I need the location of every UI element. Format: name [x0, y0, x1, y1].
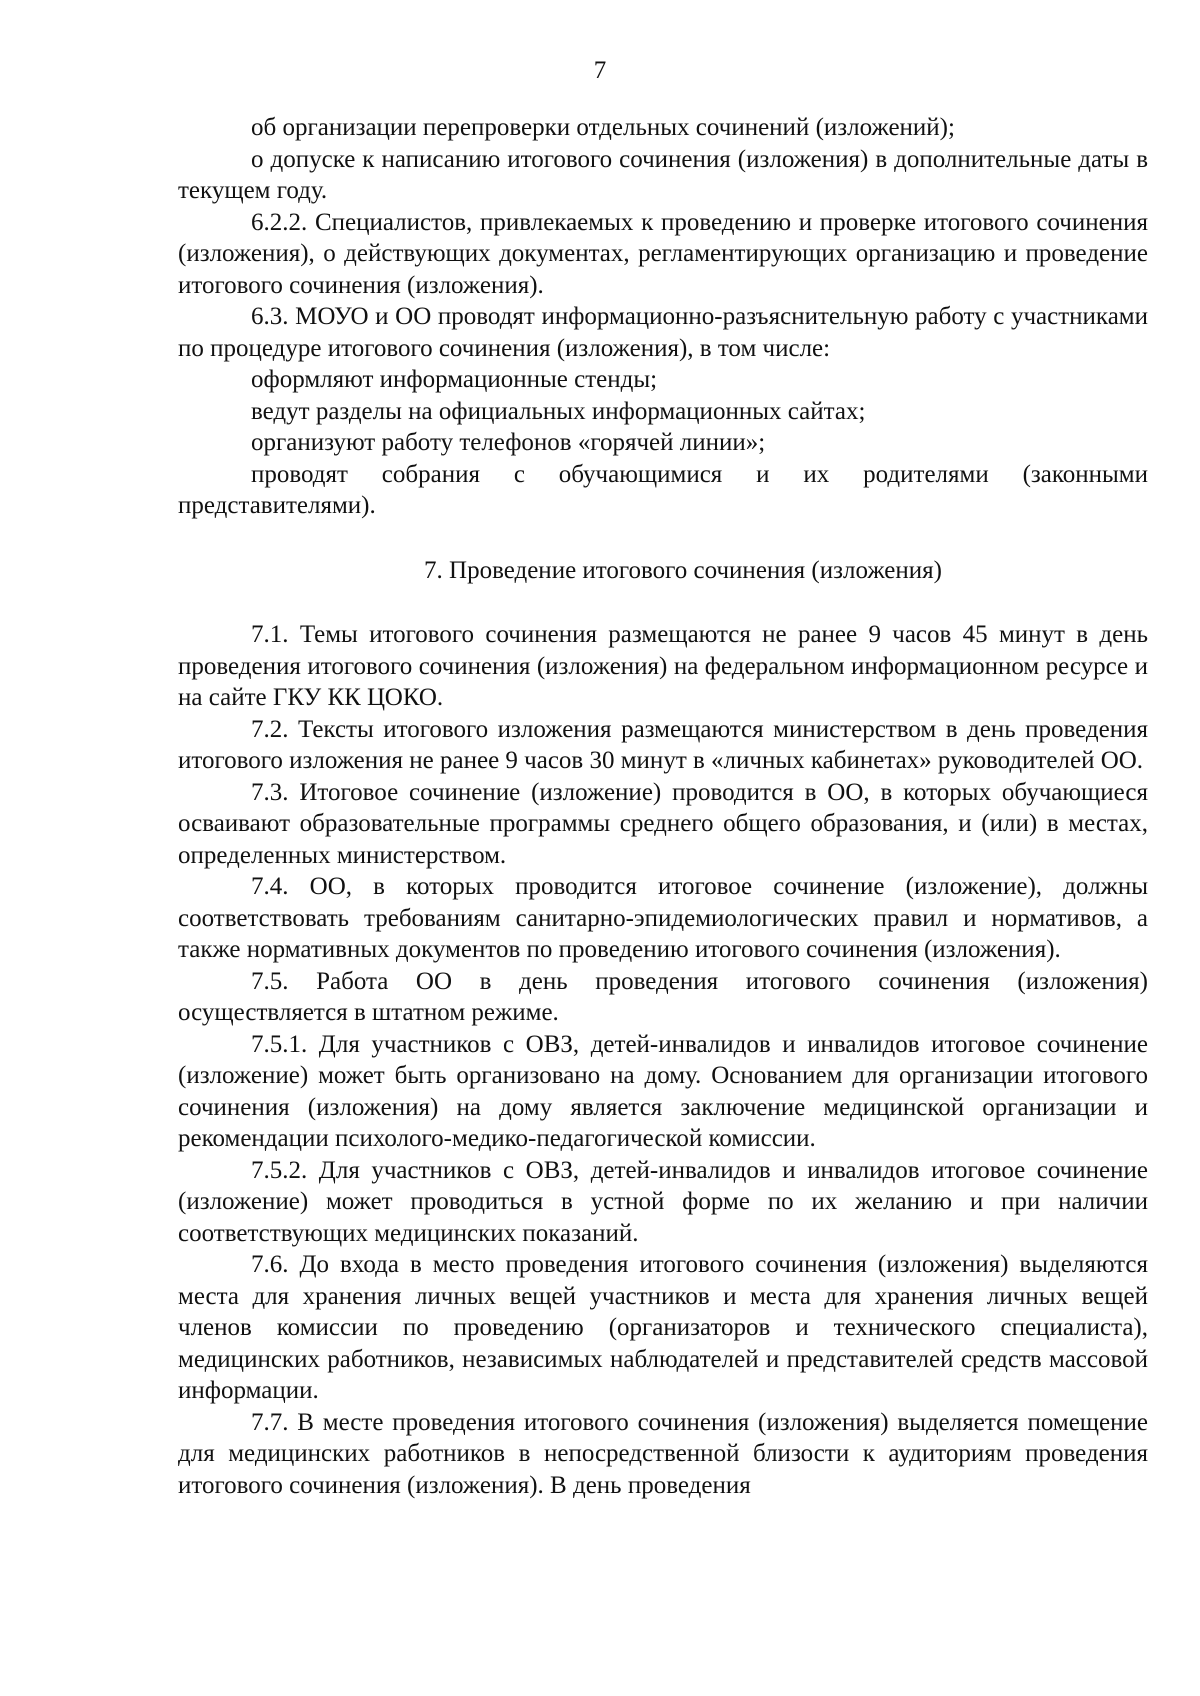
paragraph: 7.5. Работа ОО в день проведения итогового сочинения (изложения) осуществляется в штатном режиме. [178, 967, 1148, 1026]
paragraph: оформляют информационные стенды; [251, 366, 658, 393]
document-body [178, 112, 1148, 1501]
paragraph: 7.7. В месте проведения итогового сочинения (изложения) выделяется помещение для медицинских работников в непосредственной близости к аудиториям проведения итогового сочинения (изложения). В день проведения [178, 1408, 1148, 1499]
paragraph: о допуске к написанию итогового сочинения (изложения) в дополнительные даты в текущем году. [178, 145, 1148, 204]
paragraph: об организации перепроверки отдельных сочинений (изложений); [251, 114, 955, 141]
paragraph: проводят собрания с обучающимися и их родителями (законными представителями). [178, 460, 1148, 519]
paragraph: 7.6. До входа в место проведения итогового сочинения (изложения) выделяются места для хранения личных вещей участников и места для хранения личных вещей членов комиссии по проведению (организаторов и технического специалиста), медицинских работников, независимых наблюдателей и представителей средств массовой информации. [178, 1251, 1148, 1404]
paragraph: ведут разделы на официальных информационных сайтах; [251, 397, 866, 425]
paragraph: 6.3. МОУО и ОО проводят информационно-разъяснительную работу с участниками по процедуре итогового сочинения (изложения), в том числе: [178, 303, 1148, 362]
paragraph: организуют работу телефонов «горячей линии»; [251, 429, 766, 456]
page-number: 7 [593, 57, 607, 84]
paragraph: 7.2. Тексты итогового изложения размещаются министерством в день проведения итогового изложения не ранее 9 часов 30 минут в «личных кабинетах» руководителей ОО. [178, 715, 1148, 774]
paragraph: 7.3. Итоговое сочинение (изложение) проводится в ОО, в которых обучающиеся осваивают образовательные программы среднего общего образования, и (или) в местах, определенных министерством. [178, 778, 1148, 869]
paragraph: 7.5.1. Для участников с ОВЗ, детей-инвалидов и инвалидов итоговое сочинение (изложение) может быть организовано на дому. Основанием для организации итогового сочинения (изложения) на дому является заключение медицинской организации и рекомендации психолого-медико-педагогической комиссии. [178, 1030, 1148, 1152]
paragraph: 7.1. Темы итогового сочинения размещаются не ранее 9 часов 45 минут в день проведения итогового сочинения (изложения) на федеральном информационном ресурсе и на сайте ГКУ КК ЦОКО. [178, 621, 1148, 711]
paragraph: 7.5.2. Для участников с ОВЗ, детей-инвалидов и инвалидов итоговое сочинение (изложение) может проводиться в устной форме по их желанию и при наличии соответствующих медицинских показаний. [178, 1156, 1148, 1247]
paragraph: 7.4. ОО, в которых проводится итоговое сочинение (изложение), должны соответствовать требованиям санитарно-эпидемиологических правил и нормативов, а также нормативных документов по проведению итогового сочинения (изложения). [178, 873, 1148, 963]
section-heading: 7. Проведение итогового сочинения (изложения) [424, 556, 942, 584]
paragraph: 6.2.2. Специалистов, привлекаемых к проведению и проверке итогового сочинения (изложения), о действующих документах, регламентирующих организацию и проведение итогового сочинения (изложения). [178, 208, 1148, 299]
